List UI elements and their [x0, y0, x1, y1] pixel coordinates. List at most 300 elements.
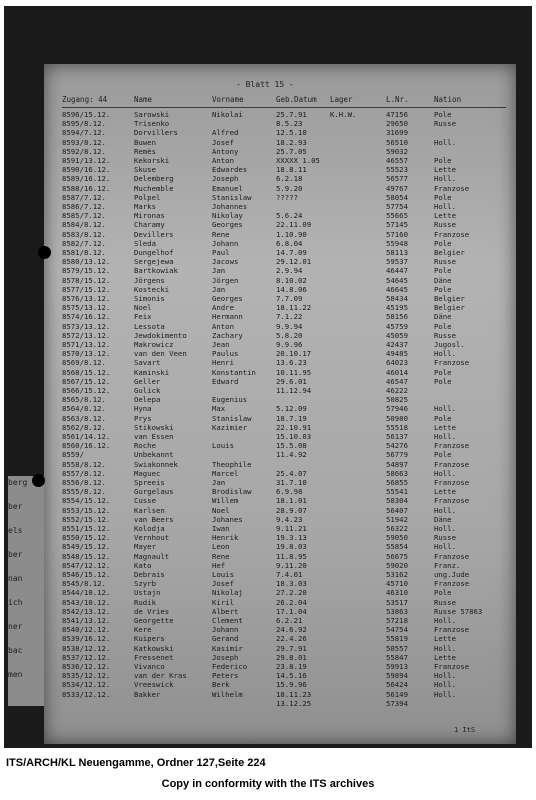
surname-cell: Katkowski	[134, 643, 174, 653]
firstname-cell: Louis	[212, 441, 234, 451]
table-row	[62, 349, 506, 358]
prisoner-number-cell: 50980	[386, 413, 408, 423]
birthdate-cell: 11.8.95	[276, 551, 307, 561]
arrival-cell: 8578/15.12.	[62, 275, 111, 285]
firstname-cell: Rene	[212, 551, 230, 561]
prisoner-number-cell: 51942	[386, 514, 408, 524]
table-row	[62, 515, 506, 524]
nation-cell: Holl.	[434, 671, 456, 681]
surname-cell: Polpel	[134, 192, 161, 202]
arrival-cell: 8558/8.12.	[62, 459, 106, 469]
firstname-cell: Kiril	[212, 597, 234, 607]
firstname-cell: Berk	[212, 680, 230, 690]
arrival-cell: 8538/12.12.	[62, 643, 111, 653]
firstname-cell: Kasimir	[212, 643, 243, 653]
arrival-cell: 8543/10.12.	[62, 597, 111, 607]
table-row	[62, 147, 506, 156]
prisoner-number-cell: 56137	[386, 432, 408, 441]
edge-fragment: berg	[8, 478, 28, 487]
prisoner-number-cell: 58156	[386, 312, 408, 322]
birthdate-cell: 18.11.23	[276, 689, 312, 699]
table-row	[62, 469, 506, 478]
arrival-cell: 8576/13.12.	[62, 294, 111, 303]
nation-cell: Franzose	[434, 441, 470, 451]
nation-cell: Franzose	[434, 459, 470, 469]
nation-cell: Pole	[434, 376, 452, 386]
arrival-cell: 8587/7.12.	[62, 192, 106, 202]
surname-cell: Spreeis	[134, 478, 165, 487]
surname-cell: Dorvillers	[134, 128, 178, 138]
birthdate-cell: 17.1.04	[276, 606, 307, 616]
surname-cell: Maguec	[134, 468, 161, 478]
edge-fragment: nan	[8, 574, 23, 583]
table-row	[62, 662, 506, 671]
birthdate-cell: 19.3.13	[276, 533, 307, 543]
prisoner-number-cell: 29650	[386, 119, 408, 129]
table-row	[62, 699, 506, 708]
arrival-cell: 8568/15.12.	[62, 367, 111, 377]
birthdate-cell: 6.2.21	[276, 616, 303, 625]
arrival-cell: 8553/15.12.	[62, 505, 111, 515]
arrival-cell: 8564/8.12.	[62, 404, 106, 414]
nation-cell: Holl.	[434, 524, 456, 533]
table-row	[62, 294, 506, 303]
birthdate-cell: 12.5.10	[276, 128, 307, 138]
table-row	[62, 340, 506, 349]
prisoner-number-cell: 45059	[386, 330, 408, 340]
page-footnote: 1 ItS	[454, 726, 476, 734]
nation-cell: Pole	[434, 110, 452, 119]
firstname-cell: Johannes	[212, 202, 248, 211]
prisoner-number-cell: 46547	[386, 376, 408, 386]
prisoner-number-cell: 49767	[386, 183, 408, 193]
table-row	[62, 312, 506, 321]
nation-cell: Pole	[434, 238, 452, 248]
archive-reference: ITS/ARCH/KL Neuengamme, Ordner 127,Seite 224	[6, 757, 266, 769]
surname-cell: Stikowski	[134, 422, 174, 432]
nation-cell: Lette	[434, 487, 456, 497]
surname-cell: Fressenet	[134, 652, 174, 662]
surname-cell: Hyna	[134, 404, 152, 414]
nation-cell: Holl.	[434, 689, 456, 699]
birthdate-cell: 22.10.91	[276, 422, 312, 432]
surname-cell: Bartkowiak	[134, 266, 178, 276]
surname-cell: Debrais	[134, 570, 165, 579]
firstname-cell: Georges	[212, 294, 243, 303]
surname-cell: Devillers	[134, 229, 174, 239]
firstname-cell: Antony	[212, 146, 239, 156]
nation-cell: Russe	[434, 597, 456, 607]
prisoner-number-cell: 58113	[386, 248, 408, 257]
prisoner-number-cell: 56149	[386, 689, 408, 699]
surname-cell: Simonis	[134, 294, 165, 303]
birthdate-cell: 18.8.11	[276, 165, 307, 175]
conformity-note: Copy in conformity with the ITS archives	[161, 778, 375, 790]
table-row	[62, 174, 506, 183]
arrival-cell: 8539/16.12.	[62, 634, 111, 644]
arrival-cell: 8535/12.12.	[62, 671, 111, 681]
surname-cell: Kolodja	[134, 524, 165, 533]
list-title: - Blatt 15 -	[236, 80, 294, 89]
birthdate-cell: 15.9.96	[276, 680, 307, 690]
prisoner-number-cell: 56855	[386, 478, 408, 487]
nation-cell: Lette	[434, 634, 456, 644]
arrival-cell: 8589/16.12.	[62, 174, 111, 184]
arrival-cell: 8569/8.12.	[62, 358, 106, 368]
birthdate-cell: 18.3.03	[276, 579, 307, 589]
surname-cell: Sergejewa	[134, 257, 174, 267]
firstname-cell: Louis	[212, 570, 234, 579]
firstname-cell: Kazimier	[212, 422, 248, 432]
surname-cell: van Beers	[134, 514, 174, 524]
birthdate-cell: 31.7.10	[276, 478, 307, 487]
nation-cell: Holl.	[434, 202, 456, 211]
birthdate-cell: 29.8.01	[276, 652, 307, 662]
prisoner-number-cell: 55847	[386, 652, 408, 662]
birthdate-cell: 27.2.20	[276, 588, 307, 598]
table-row	[62, 220, 506, 229]
birthdate-cell: 18.2.93	[276, 137, 307, 147]
prisoner-number-cell: 46014	[386, 367, 408, 377]
prisoner-number-cell: 58434	[386, 294, 408, 303]
prisoner-number-cell: 56779	[386, 450, 408, 460]
table-row	[62, 184, 506, 193]
firstname-cell: Noel	[212, 505, 230, 515]
surname-cell: Marks	[134, 202, 156, 211]
surname-cell: Vivanco	[134, 662, 165, 671]
arrival-cell: 8566/15.12.	[62, 386, 111, 395]
prisoner-number-cell: 31699	[386, 128, 408, 138]
arrival-cell: 8593/8.12.	[62, 137, 106, 147]
prisoner-number-cell: 46447	[386, 266, 408, 276]
header-camp: Lager	[330, 95, 353, 104]
prisoner-number-cell: 46222	[386, 386, 408, 395]
table-row	[62, 386, 506, 395]
prisoner-number-cell: 56322	[386, 524, 408, 533]
surname-cell: Prys	[134, 413, 152, 423]
arrival-cell: 8552/15.12.	[62, 514, 111, 524]
nation-cell: Holl.	[434, 174, 456, 184]
birthdate-cell: 5.6.24	[276, 211, 303, 221]
edge-fragment: bac	[8, 646, 23, 655]
prisoner-number-cell: 55518	[386, 422, 408, 432]
surname-cell: Trisenko	[134, 119, 170, 129]
birthdate-cell: 5.12.09	[276, 404, 307, 414]
birthdate-cell: 29.12.01	[276, 257, 312, 267]
nation-cell: Pole	[434, 266, 452, 276]
prisoner-number-cell: 49485	[386, 349, 408, 359]
table-row	[62, 487, 506, 496]
firstname-cell: Edwardes	[212, 165, 248, 175]
firstname-cell: Georges	[212, 220, 243, 230]
punch-hole	[32, 474, 45, 487]
birthdate-cell: 18.7.19	[276, 413, 307, 423]
birthdate-cell: 26.2.04	[276, 597, 307, 607]
arrival-cell: 8562/8.12.	[62, 422, 106, 432]
prisoner-number-cell: 45710	[386, 579, 408, 589]
table-row	[62, 588, 506, 597]
prisoner-number-cell: 42437	[386, 340, 408, 349]
table-row	[62, 690, 506, 699]
table-row	[62, 377, 506, 386]
arrival-cell: 8586/7.12.	[62, 202, 106, 211]
surname-cell: Geller	[134, 376, 161, 386]
nation-cell: Lette	[434, 652, 456, 662]
prisoner-number-cell: 54754	[386, 625, 408, 635]
prisoner-number-cell: 55819	[386, 634, 408, 644]
birthdate-cell: 6.2.18	[276, 174, 303, 184]
table-row	[62, 506, 506, 515]
edge-fragment: men	[8, 670, 23, 679]
table-row	[62, 644, 506, 653]
table-row	[62, 358, 506, 367]
firstname-cell: Rene	[212, 229, 230, 239]
edge-fragment: ber	[8, 502, 23, 511]
prisoner-number-cell: 57394	[386, 698, 408, 708]
birthdate-cell: 25.7.05	[276, 146, 307, 156]
surname-cell: Jewdokimento	[134, 330, 187, 340]
table-row	[62, 607, 506, 616]
edge-fragment: ber	[8, 550, 23, 559]
nation-cell: Russe 57863	[434, 606, 483, 616]
nation-cell: Lette	[434, 422, 456, 432]
table-row	[62, 322, 506, 331]
nation-cell: Franzose	[434, 551, 470, 561]
surname-cell: Mironas	[134, 211, 165, 221]
arrival-cell: 8588/16.12.	[62, 183, 111, 193]
prisoner-number-cell: 56424	[386, 680, 408, 690]
nation-cell: Holl.	[434, 616, 456, 625]
edge-fragment: ich	[8, 598, 23, 607]
surname-cell: Muchemble	[134, 183, 174, 193]
table-row	[62, 450, 506, 459]
prisoner-number-cell: 57160	[386, 229, 408, 239]
prisoner-number-cell: 55523	[386, 165, 408, 175]
table-row	[62, 524, 506, 533]
nation-cell: Holl.	[434, 349, 456, 359]
table-row	[62, 230, 506, 239]
firstname-cell: Josef	[212, 579, 234, 589]
nation-cell: Russe	[434, 330, 456, 340]
surname-cell: Remès	[134, 146, 156, 156]
firstname-cell: Willem	[212, 496, 239, 506]
surname-cell: Gurgelaus	[134, 487, 174, 497]
prisoner-number-cell: 58663	[386, 468, 408, 478]
prisoner-number-cell: 46645	[386, 284, 408, 294]
surname-cell: Sleda	[134, 238, 156, 248]
prisoner-number-cell: 54645	[386, 275, 408, 285]
arrival-cell: 8541/13.12.	[62, 616, 111, 625]
birthdate-cell: 29.6.01	[276, 376, 307, 386]
table-row	[62, 276, 506, 285]
arrival-cell: 8591/13.12.	[62, 156, 111, 165]
surname-cell: Kaminski	[134, 367, 170, 377]
prisoner-number-cell: 54897	[386, 459, 408, 469]
firstname-cell: Theophile	[212, 459, 252, 469]
table-row	[62, 680, 506, 689]
birthdate-cell: 29.7.91	[276, 643, 307, 653]
firstname-cell: Brodislaw	[212, 487, 252, 497]
arrival-cell: 8546/15.12.	[62, 570, 111, 579]
surname-cell: Georgette	[134, 616, 174, 625]
table-row	[62, 395, 506, 404]
firstname-cell: Paul	[212, 248, 230, 257]
birthdate-cell: 14.5.16	[276, 671, 307, 681]
nation-cell: Belgier	[434, 294, 465, 303]
surname-cell: Buwen	[134, 137, 156, 147]
firstname-cell: Nikolaj	[212, 588, 243, 598]
firstname-cell: Alfred	[212, 128, 239, 138]
arrival-cell: 8571/13.12.	[62, 340, 111, 349]
surname-cell: Kuipers	[134, 634, 165, 644]
arrival-cell: 8575/13.12.	[62, 303, 111, 313]
table-header	[62, 93, 506, 108]
table-row	[62, 239, 506, 248]
nation-cell: Belgier	[434, 248, 465, 257]
table-row	[62, 671, 506, 680]
nation-cell: Pole	[434, 367, 452, 377]
table-row	[62, 211, 506, 220]
surname-cell: Kostecki	[134, 284, 170, 294]
table-row	[62, 570, 506, 579]
firstname-cell: Johanes	[212, 514, 243, 524]
nation-cell: Holl.	[434, 468, 456, 478]
nation-cell: Russe	[434, 533, 456, 543]
table-row	[62, 460, 506, 469]
surname-cell: Savart	[134, 358, 161, 368]
table-row	[62, 579, 506, 588]
table-row	[62, 248, 506, 257]
prisoner-number-cell: 50825	[386, 395, 408, 405]
arrival-cell: 8548/15.12.	[62, 551, 111, 561]
firstname-cell: Konstantin	[212, 367, 256, 377]
prisoner-number-cell: 57754	[386, 202, 408, 211]
prisoner-number-cell: 56675	[386, 551, 408, 561]
surname-cell: Gulick	[134, 386, 161, 395]
birthdate-cell: 6.9.98	[276, 487, 303, 497]
prisoner-number-cell: 57946	[386, 404, 408, 414]
birthdate-cell: 13.6.23	[276, 358, 307, 368]
surname-cell: Rudik	[134, 597, 156, 607]
firstname-cell: Joseph	[212, 652, 239, 662]
firstname-cell: Zachary	[212, 330, 243, 340]
prisoner-number-cell: 45759	[386, 321, 408, 331]
birthdate-cell: 20.10.17	[276, 349, 312, 359]
table-row	[62, 533, 506, 542]
arrival-cell: 8544/10.12.	[62, 588, 111, 598]
prisoner-number-cell: 46310	[386, 588, 408, 598]
firstname-cell: Andre	[212, 303, 234, 313]
arrival-cell: 8581/8.12.	[62, 248, 106, 257]
surname-cell: Noel	[134, 303, 152, 313]
firstname-cell: Emanuel	[212, 183, 243, 193]
nation-cell: Holl.	[434, 680, 456, 690]
birthdate-cell: 7.4.01	[276, 570, 303, 579]
firstname-cell: Stanislaw	[212, 413, 252, 423]
surname-cell: Karlsen	[134, 505, 165, 515]
surname-cell: Kato	[134, 560, 152, 570]
birthdate-cell: 1.10.90	[276, 229, 307, 239]
arrival-cell: 8534/12.12.	[62, 680, 111, 690]
prisoner-number-cell: 59537	[386, 257, 408, 267]
birthdate-cell: 19.8.03	[276, 542, 307, 552]
table-row	[62, 414, 506, 423]
surname-cell: Mayer	[134, 542, 156, 552]
surname-cell: Kekorski	[134, 156, 170, 165]
firstname-cell: Gerand	[212, 634, 239, 644]
firstname-cell: Johann	[212, 238, 239, 248]
firstname-cell: Jörgen	[212, 275, 239, 285]
nation-cell: Pole	[434, 588, 452, 598]
header-arrival: Zugang: 44	[62, 95, 108, 104]
nation-cell: Pole	[434, 413, 452, 423]
table-row	[62, 156, 506, 165]
firstname-cell: Johann	[212, 625, 239, 635]
arrival-cell: 8533/12.12.	[62, 689, 111, 699]
nation-cell: Holl.	[434, 505, 456, 515]
birthdate-cell: ?????	[276, 192, 298, 202]
arrival-cell: 8557/8.12.	[62, 468, 106, 478]
edge-fragment: els	[8, 526, 23, 535]
table-row	[62, 368, 506, 377]
birthdate-cell: 9.9.94	[276, 321, 303, 331]
birthdate-cell: 13.12.25	[276, 698, 312, 708]
nation-cell: Russe	[434, 257, 456, 267]
firstname-cell: Henrik	[212, 533, 239, 543]
arrival-cell: 8542/13.12.	[62, 606, 111, 616]
prisoner-number-cell: 59894	[386, 671, 408, 681]
birthdate-cell: 7.7.09	[276, 294, 303, 303]
firstname-cell: Eugenius	[212, 395, 248, 405]
table-row	[62, 542, 506, 551]
table-row	[62, 634, 506, 643]
surname-cell: Vernhout	[134, 533, 170, 543]
arrival-cell: 8572/13.12.	[62, 330, 111, 340]
firstname-cell: Stanislaw	[212, 192, 252, 202]
arrival-cell: 8563/8.12.	[62, 413, 106, 423]
prisoner-number-cell: 64023	[386, 358, 408, 368]
header-nation: Nation	[434, 95, 462, 104]
surname-cell: Delemberg	[134, 174, 174, 184]
nation-cell: Jugosl.	[434, 340, 465, 349]
arrival-cell: 8583/8.12.	[62, 229, 106, 239]
firstname-cell: Jan	[212, 284, 226, 294]
table-row	[62, 257, 506, 266]
table-row	[62, 598, 506, 607]
table-row	[62, 303, 506, 312]
nation-cell: Däne	[434, 514, 452, 524]
edge-fragment: ner	[8, 622, 23, 631]
birthdate-cell: 9.4.23	[276, 514, 303, 524]
firstname-cell: Leon	[212, 542, 230, 552]
arrival-cell: 8555/8.12.	[62, 487, 106, 497]
surname-cell: van der Kras	[134, 671, 187, 681]
arrival-cell: 8596/15.12.	[62, 110, 111, 119]
firstname-cell: Nikolai	[212, 110, 243, 119]
nation-cell: Russe	[434, 220, 456, 230]
table-row	[62, 165, 506, 174]
prisoner-number-cell: 59050	[386, 533, 408, 543]
surname-cell: Lessota	[134, 321, 165, 331]
prisoner-number-cell: 47156	[386, 110, 408, 119]
prisoner-number-cell: 55948	[386, 238, 408, 248]
birthdate-cell: 10.11.95	[276, 367, 312, 377]
surname-cell: Vreeswick	[134, 680, 174, 690]
table-row	[62, 331, 506, 340]
surname-cell: Kere	[134, 625, 152, 635]
nation-cell: Russe	[434, 119, 456, 129]
table-row	[62, 404, 506, 413]
